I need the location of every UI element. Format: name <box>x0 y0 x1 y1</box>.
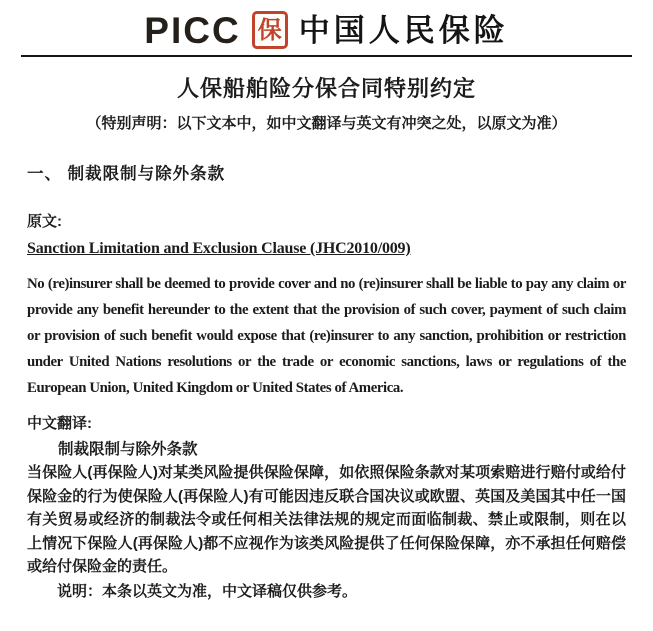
picc-header <box>21 0 632 57</box>
picc-seal-icon <box>252 11 288 49</box>
reference-note: 说明：本条以英文为准，中文译稿仅供参考。 <box>57 582 358 600</box>
clause-text-english: No (re)insurer shall be deemed to provide cover and no (re)insurer shall be liable to pay any claim or provide any benefit hereunder to the extent that the provision of such cover, payment of such claim or provision of such benefit would expose that (re)insurer to any sanction, prohibition or restriction under United Nations resolutions or the trade or economic sanctions, laws or regulations of the European Union, United Kingdom or United States of America. <box>27 276 626 396</box>
disclaimer-note: （特别声明：以下文本中，如中文翻译与英文有冲突之处，以原文为准） <box>86 115 567 132</box>
section-heading: 一、 制裁限制与除外条款 <box>27 165 226 183</box>
brand-name-cn: 中国人民保险 <box>298 12 509 48</box>
picc-wordmark: PICC <box>144 9 241 51</box>
translation-body: 当保险人(再保险人)对某类风险提供保险保障，如依照保险条款对某项索赔进行赔付或给付保险金的行为使保险人(再保险人)有可能因违反联合国决议或欧盟、英国及美国其中任一国有关贸易或经济的制裁法令或任何相关法律法规的规定而面临制裁、禁止或限制，则在以上情况下保险人(再保险人)都不应视作为该类风险提供了任何保险保障，亦不承担任何赔偿或给付保险金的责任。 <box>27 464 626 575</box>
original-text-label: 原文: <box>27 213 62 230</box>
document-title: 人保船舶险分保合同特别约定 <box>176 76 476 101</box>
translation-label: 中文翻译: <box>27 415 92 432</box>
translation-heading: 制裁限制与除外条款 <box>58 441 198 458</box>
picc-seal-character: 保 <box>257 15 282 44</box>
document-body <box>0 72 653 603</box>
clause-title: Sanction Limitation and Exclusion Clause (JHC2010/009) <box>27 240 411 257</box>
